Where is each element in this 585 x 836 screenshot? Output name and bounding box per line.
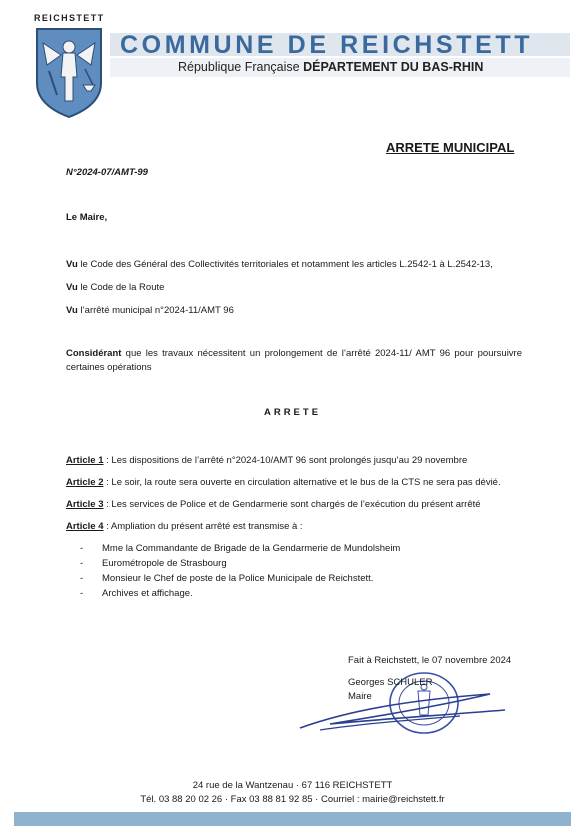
place-date-line: Fait à Reichstett, le 07 novembre 2024 — [348, 655, 512, 666]
vu-label: Vu — [66, 259, 78, 270]
article-line — [66, 455, 467, 466]
article-text: : Les services de Police et de Gendarmerie sont chargés de l’exécution du présent arrêté — [103, 499, 481, 510]
republic-line — [178, 60, 483, 74]
town-tag: REICHSTETT — [34, 13, 105, 23]
commune-title: COMMUNE DE REICHSTETT — [120, 31, 534, 59]
reference-number: N°2024-07/AMT-99 — [66, 167, 148, 178]
footer-contact: Tél. 03 88 20 02 26 · Fax 03 88 81 92 85 · Courriel : mairie@reichstett.fr — [140, 794, 445, 805]
article-label: Article 1 — [66, 455, 104, 466]
article-text: : Ampliation du présent arrêté est transmise à : — [103, 521, 303, 532]
vu-text: le Code de la Route — [77, 282, 165, 293]
vu-label: Vu — [66, 282, 78, 293]
vu-label: Vu — [66, 305, 78, 316]
signer-name: Georges SCHULER — [348, 677, 433, 688]
footer-address: 24 rue de la Wantzenau · 67 116 REICHSTETT — [192, 780, 393, 791]
considerant-paragraph — [66, 347, 522, 375]
considerant-text: que les travaux nécessitent un prolongement de l’arrêté 2024-11/ AMT 96 pour poursuivre certaines opérations — [66, 348, 522, 373]
article-line — [66, 477, 501, 488]
article-line — [66, 521, 303, 532]
article-label: Article 4 — [66, 521, 104, 532]
vu-line — [66, 282, 164, 293]
footer-band — [14, 812, 571, 826]
maire-heading: Le Maire, — [66, 212, 108, 223]
republic-label: République Française — [178, 60, 300, 74]
list-item: - Mme la Commandante de Brigade de la Gendarmerie de Mundolsheim — [80, 543, 401, 554]
vu-text: le Code des Général des Collectivités territoriales et notamment les articles L.2542-1 à L.2542-13, — [77, 259, 493, 270]
department-label: DÉPARTEMENT DU BAS-RHIN — [303, 60, 484, 74]
handwritten-signature-icon — [290, 680, 520, 740]
coat-of-arms-icon — [33, 25, 105, 119]
arrete-heading: ARRETE — [263, 407, 322, 418]
recipient-list — [80, 543, 400, 603]
article-label: Article 2 — [66, 477, 104, 488]
list-item: - Archives et affichage. — [80, 588, 193, 599]
list-item: - Eurométropole de Strasbourg — [80, 558, 227, 569]
vu-line — [66, 259, 493, 270]
signer-title: Maire — [348, 691, 372, 702]
considerant-label: Considérant — [66, 348, 122, 359]
list-item: - Monsieur le Chef de poste de la Police Municipale de Reichstett. — [80, 573, 374, 584]
article-text: : Le soir, la route sera ouverte en circulation alternative et le bus de la CTS ne sera pas dévié. — [103, 477, 501, 488]
article-label: Article 3 — [66, 499, 104, 510]
article-line — [66, 499, 481, 510]
article-text: : Les dispositions de l’arrêté n°2024-10/AMT 96 sont prolongés jusqu’au 29 novembre — [103, 455, 468, 466]
vu-text: l’arrêté municipal n°2024-11/AMT 96 — [77, 305, 234, 316]
document-title: ARRETE MUNICIPAL — [386, 140, 515, 155]
vu-line — [66, 305, 234, 316]
